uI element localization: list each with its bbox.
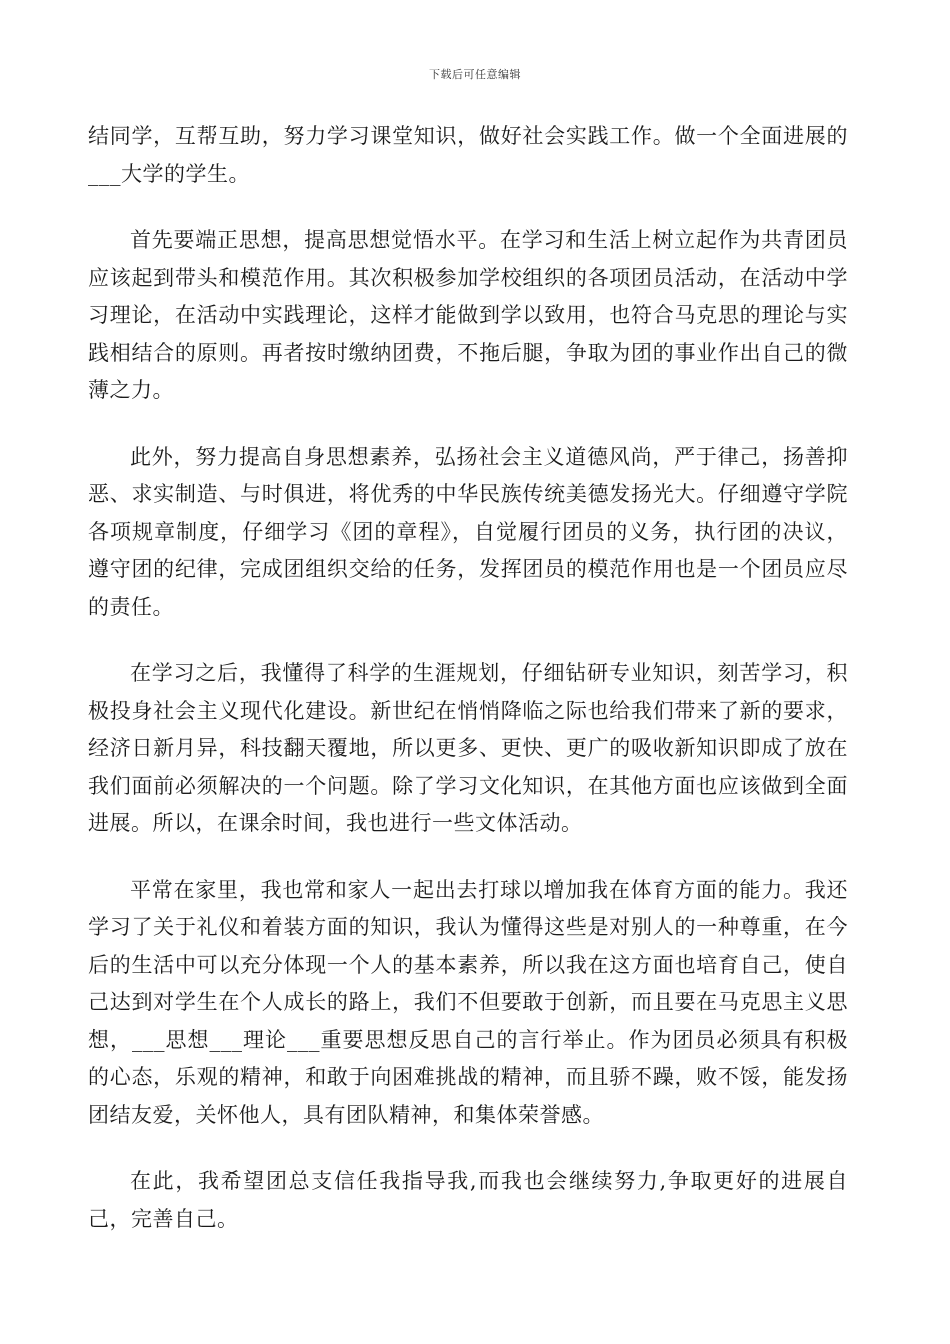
- page-header: 下载后可任意编辑: [429, 68, 521, 81]
- paragraph-6: 在此，我希望团总支信任我指导我,而我也会继续努力,争取更好的进展自己，完善自己。: [88, 1169, 848, 1231]
- paragraph-3: 此外，努力提高自身思想素养，弘扬社会主义道德风尚，严于律己，扬善抑恶、求实制造、与时俱进，将优秀的中华民族传统美德发扬光大。仔细遵守学院各项规章制度，仔细学习《团的章程》，自觉履行团员的义务，执行团的决议，遵守团的纪律，完成团组织交给的任务，发挥团员的模范作用也是一个团员应尽的责任。: [88, 444, 848, 619]
- document-body: [88, 118, 848, 1238]
- paragraph-4: 在学习之后，我懂得了科学的生涯规划，仔细钻研专业知识，刻苦学习，积极投身社会主义现代化建设。新世纪在悄悄降临之际也给我们带来了新的要求，经济日新月异，科技翻天覆地，所以更多、更快、更广的吸收新知识即成了放在我们面前必须解决的一个问题。除了学习文化知识，在其他方面也应该做到全面进展。所以，在课余时间，我也进行一些文体活动。: [88, 661, 848, 835]
- paragraph-1: 结同学，互帮互助，努力学习课堂知识，做好社会实践工作。做一个全面进展的___大学的学生。: [88, 124, 848, 186]
- paragraph-5: 平常在家里，我也常和家人一起出去打球以增加我在体育方面的能力。我还学习了关于礼仪和着装方面的知识，我认为懂得这些是对别人的一种尊重，在今后的生活中可以充分体现一个人的基本素养，所以我在这方面也培育自己，使自己达到对学生在个人成长的路上，我们不但要敢于创新，而且要在马克思主义思想，___思想___理论___重要思想反思自己的言行举止。作为团员必须具有积极的心态，乐观的精神，和敢于向困难挑战的精神，而且骄不躁，败不馁，能发扬团结友爱，关怀他人，具有团队精神，和集体荣誉感。: [88, 877, 848, 1127]
- paragraph-2: 首先要端正思想，提高思想觉悟水平。在学习和生活上树立起作为共青团员应该起到带头和模范作用。其次积极参加学校组织的各项团员活动，在活动中学习理论，在活动中实践理论，这样才能做到学以致用，也符合马克思的理论与实践相结合的原则。再者按时缴纳团费，不拖后腿，争取为团的事业作出自己的微薄之力。: [88, 228, 848, 402]
